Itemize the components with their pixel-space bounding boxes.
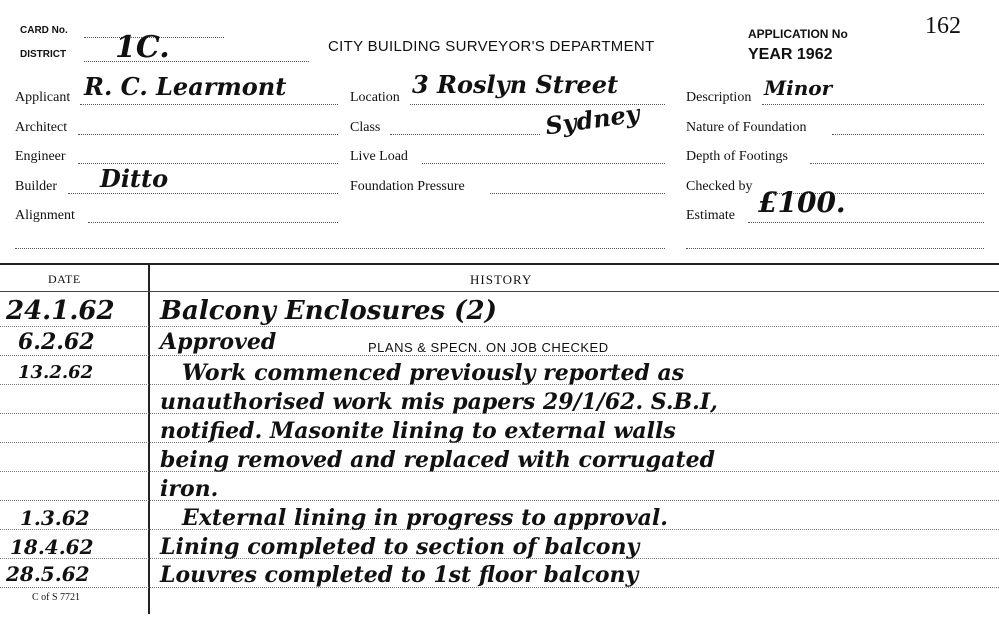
architect-label: Architect xyxy=(15,120,68,135)
history-text: Lining completed to section of balcony xyxy=(160,534,640,560)
history-text: unauthorised work mis papers 29/1/62. S.B.I, xyxy=(160,389,718,415)
applicant-value: R. C. Learmont xyxy=(84,72,287,101)
alignment-label: Alignment xyxy=(15,208,75,223)
description-line xyxy=(762,104,984,105)
history-text: External lining in progress to approval. xyxy=(182,505,668,531)
year-label: YEAR 1962 xyxy=(748,46,833,63)
checked-by-label: Checked by xyxy=(686,179,753,194)
history-column-divider xyxy=(148,264,150,614)
rule-1 xyxy=(0,326,999,327)
builder-value: Ditto xyxy=(100,164,169,193)
nature-of-foundation-line xyxy=(832,134,984,135)
history-text: notified. Masonite lining to external walls xyxy=(160,418,676,444)
engineer-label: Engineer xyxy=(15,149,66,164)
application-no-value: 162 xyxy=(925,13,961,39)
architect-line xyxy=(78,134,338,135)
history-text: Balcony Enclosures (2) xyxy=(160,296,497,326)
date-header: DATE xyxy=(48,272,81,286)
live-load-line xyxy=(422,163,665,164)
approval-stamp: PLANS & SPECN. ON JOB CHECKED xyxy=(368,340,609,355)
live-load-label: Live Load xyxy=(350,149,408,164)
application-no-label: APPLICATION No xyxy=(748,27,848,41)
history-date: 1.3.62 xyxy=(20,506,90,530)
history-text: Work commenced previously reported as xyxy=(182,360,685,386)
location-value-2: Sydney xyxy=(543,98,642,141)
history-header: HISTORY xyxy=(470,272,533,287)
foundation-pressure-label: Foundation Pressure xyxy=(350,179,465,194)
rule-2 xyxy=(0,355,999,356)
district-label: DISTRICT xyxy=(20,49,67,60)
class-label: Class xyxy=(350,120,381,135)
applicant-line xyxy=(80,104,338,105)
location-label: Location xyxy=(350,90,400,105)
form-code: C of S 7721 xyxy=(32,592,81,603)
builder-label: Builder xyxy=(15,179,57,194)
depth-of-footings-line xyxy=(810,163,984,164)
history-text: Approved xyxy=(160,329,277,355)
history-text: being removed and replaced with corrugated xyxy=(160,447,715,473)
blank-line-right xyxy=(686,248,984,249)
history-date: 18.4.62 xyxy=(10,535,94,559)
estimate-label: Estimate xyxy=(686,208,735,223)
rule-7 xyxy=(0,500,999,501)
description-label: Description xyxy=(686,90,752,105)
class-line xyxy=(390,134,540,135)
history-text: Louvres completed to 1st floor balcony xyxy=(160,562,639,588)
history-date: 24.1.62 xyxy=(6,296,115,326)
history-date: 28.5.62 xyxy=(6,562,90,586)
history-date: 6.2.62 xyxy=(18,329,95,355)
card-no-label: CARD No. xyxy=(20,25,68,36)
department-title: CITY BUILDING SURVEYOR'S DEPARTMENT xyxy=(328,38,655,55)
applicant-label: Applicant xyxy=(15,90,71,105)
estimate-line xyxy=(748,222,984,223)
builder-line xyxy=(68,193,338,194)
location-value: 3 Roslyn Street xyxy=(412,70,619,99)
history-date: 13.2.62 xyxy=(18,362,94,383)
district-value: 1C. xyxy=(115,30,170,65)
estimate-value: £100. xyxy=(758,186,846,219)
history-text: iron. xyxy=(160,476,219,502)
depth-of-footings-label: Depth of Footings xyxy=(686,149,788,164)
header-rule xyxy=(0,291,999,292)
nature-of-foundation-label: Nature of Foundation xyxy=(686,120,807,135)
blank-line xyxy=(15,248,665,249)
alignment-line xyxy=(88,222,338,223)
description-value: Minor xyxy=(764,76,833,100)
foundation-pressure-line xyxy=(490,193,665,194)
